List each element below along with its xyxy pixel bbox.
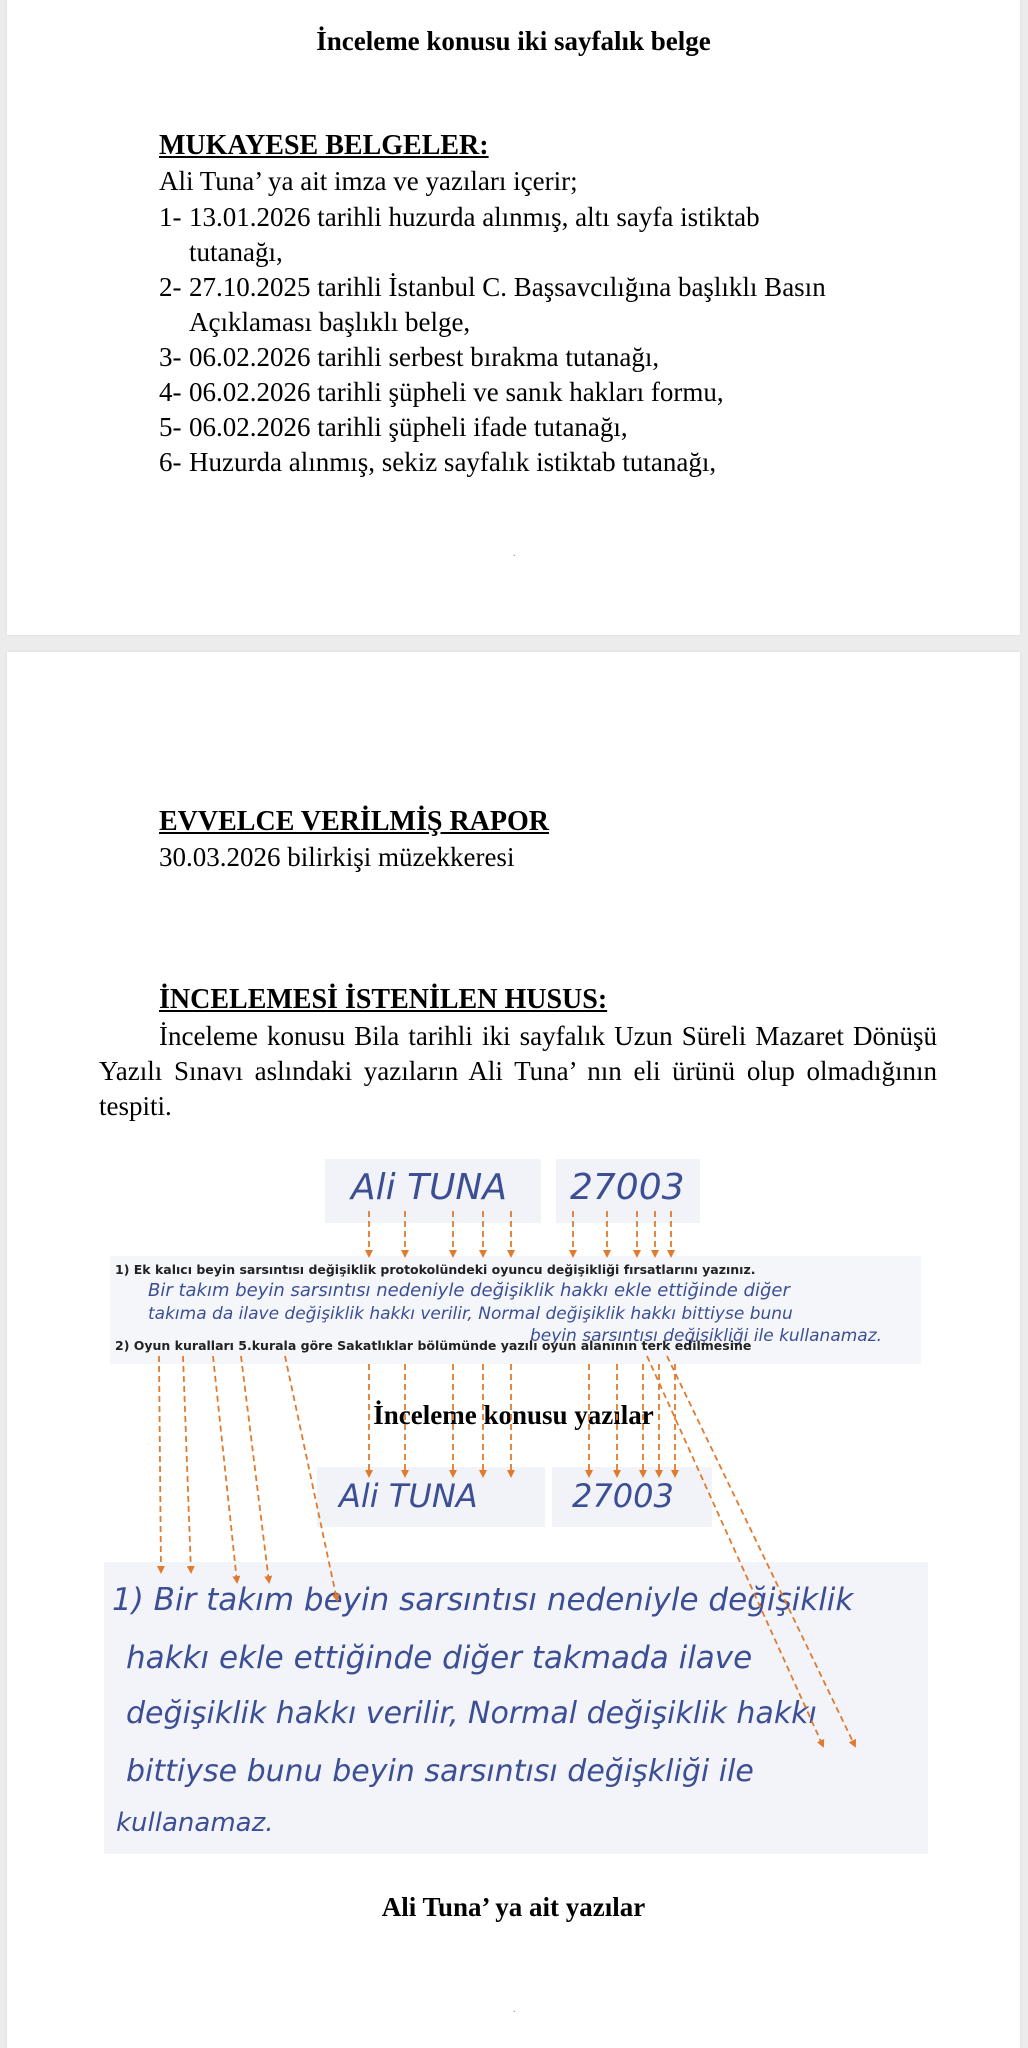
reference-number: 27003 [572,1477,674,1515]
list-item: 06.02.2026 tarihli şüpheli ve sanık hakları formu, [189,377,724,407]
list-item-number: 2- [159,272,182,302]
questioned-hand-line-2: takıma da ilave değişiklik hakkı verilir, Normal değişiklik hakkı bittiyse bunu [148,1304,793,1324]
list-item-number: 3- [159,342,182,372]
list-item-number: 5- [159,412,182,442]
istenilen-paragraph: İnceleme konusu Bila tarihli iki sayfalık Uzun Süreli Mazaret Dönüşü Yazılı Sınavı aslındaki yazıların Ali Tuna’ nın eli ürünü olup olmadığının tespiti. [99,1021,937,1121]
reference-hand-line-3: değişiklik hakkı verilir, Normal değişiklik hakkı [126,1696,817,1731]
mukayese-heading: MUKAYESE BELGELER: [159,130,489,161]
questioned-hand-line-1: Bir takım beyin sarsıntısı nedeniyle değişiklik hakkı ekle ettiğinde diğer [148,1280,790,1301]
question-1-print: 1) Ek kalıcı beyin sarsıntısı değişiklik protokolündeki oyuncu değişikliği fırsatlarını yazınız. [115,1262,756,1277]
comparison-arrows [7,652,1020,2048]
reference-hand-line-2: hakkı ekle ettiğinde diğer takmada ilave [126,1640,753,1676]
document-page-2 [7,652,1020,2048]
reference-hand-line-1: 1) Bir takım beyin sarsıntısı nedeniyle değişiklik [112,1582,854,1618]
comparison-arrow [159,1356,161,1572]
comparison-arrow [241,1356,269,1582]
page-title: İnceleme konusu iki sayfalık belge [316,26,711,56]
list-item: Huzurda alınmış, sekiz sayfalık istiktab tutanağı, [189,447,717,477]
document-page-1 [7,0,1020,635]
comparison-arrow [647,1356,823,1746]
list-item-continuation: Açıklaması başlıklı belge, [189,307,471,337]
list-item: 06.02.2026 tarihli şüpheli ifade tutanağı, [189,412,628,442]
comparison-arrow [285,1356,337,1600]
page-dot: . [513,2004,516,2015]
list-item-number: 1- [159,202,182,232]
page-dot: . [513,548,516,559]
list-item: 13.01.2026 tarihli huzurda alınmış, altı sayfa istiktab [189,202,760,232]
reference-hand-line-4: bittiyse bunu beyin sarsıntısı değişkliği ile [126,1754,754,1789]
questioned-name: Ali TUNA [351,1167,507,1208]
mukayese-intro: Ali Tuna’ ya ait imza ve yazıları içerir; [159,166,578,196]
istenilen-heading: İNCELEMESİ İSTENİLEN HUSUS: [159,984,608,1015]
list-item-continuation: tutanağı, [189,237,283,267]
questioned-hand-line-3: beyin sarsıntısı değişikliği ile kullanamaz. [530,1326,883,1346]
reference-hand-line-5: kullanamaz. [116,1808,274,1838]
list-item-number: 4- [159,377,182,407]
reference-name: Ali TUNA [339,1477,478,1515]
questioned-caption: İnceleme konusu yazılar [373,1400,654,1430]
evvelce-text: 30.03.2026 bilirkişi müzekkeresi [159,842,515,872]
question-2-print: 2) Oyun kuralları 5.kurala göre Sakatlıklar bölümünde yazılı oyun alanının terk edilmesine [115,1338,752,1353]
reference-caption: Ali Tuna’ ya ait yazılar [381,1892,646,1922]
list-item-number: 6- [159,447,182,477]
list-item: 06.02.2026 tarihli serbest bırakma tutanağı, [189,342,660,372]
questioned-number: 27003 [570,1167,685,1208]
comparison-arrow [213,1356,237,1582]
comparison-arrow [667,1356,855,1746]
comparison-arrow [183,1356,191,1572]
evvelce-heading: EVVELCE VERİLMİŞ RAPOR [159,806,549,837]
list-item: 27.10.2025 tarihli İstanbul C. Başsavcılığına başlıklı Basın [189,272,826,302]
